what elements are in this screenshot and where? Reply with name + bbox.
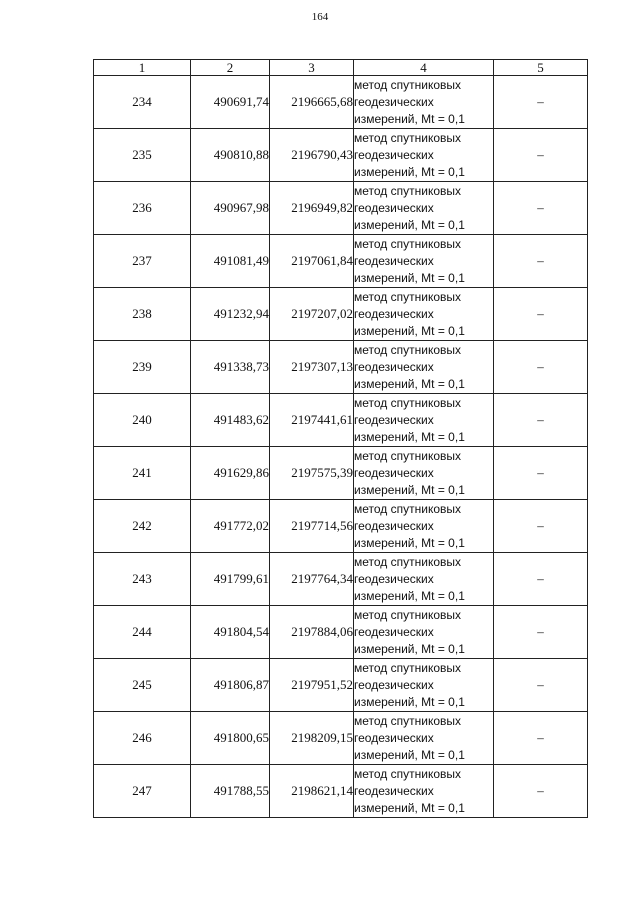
header-col-5: 5 <box>494 60 588 76</box>
header-col-2: 2 <box>191 60 270 76</box>
method-line: метод спутниковых <box>354 554 462 569</box>
method-line: геодезических <box>354 94 434 109</box>
method-cell <box>354 76 494 129</box>
header-col-4: 4 <box>354 60 494 76</box>
x-coordinate-cell: 491483,62 <box>191 394 270 447</box>
method-line: измерений, Mt = 0,1 <box>354 747 465 762</box>
note-cell: – <box>494 182 588 235</box>
note-cell: – <box>494 235 588 288</box>
table-row <box>94 76 588 129</box>
x-coordinate-cell: 490967,98 <box>191 182 270 235</box>
table-row <box>94 712 588 765</box>
table-row <box>94 235 588 288</box>
note-cell: – <box>494 500 588 553</box>
header-col-3: 3 <box>270 60 354 76</box>
method-cell <box>354 394 494 447</box>
x-coordinate-cell: 491799,61 <box>191 553 270 606</box>
note-cell: – <box>494 765 588 818</box>
note-cell: – <box>494 76 588 129</box>
x-coordinate-cell: 490691,74 <box>191 76 270 129</box>
method-line: метод спутниковых <box>354 342 462 357</box>
method-line: метод спутниковых <box>354 448 462 463</box>
method-line: измерений, Mt = 0,1 <box>354 641 465 656</box>
method-line: измерений, Mt = 0,1 <box>354 376 465 391</box>
method-line: измерений, Mt = 0,1 <box>354 429 465 444</box>
y-coordinate-cell: 2197714,56 <box>270 500 354 553</box>
y-coordinate-cell: 2197575,39 <box>270 447 354 500</box>
method-line: геодезических <box>354 200 434 215</box>
method-line: измерений, Mt = 0,1 <box>354 164 465 179</box>
table-row <box>94 553 588 606</box>
method-line: геодезических <box>354 624 434 639</box>
coordinates-table <box>93 59 588 818</box>
method-line: геодезических <box>354 783 434 798</box>
method-cell <box>354 341 494 394</box>
x-coordinate-cell: 491232,94 <box>191 288 270 341</box>
x-coordinate-cell: 491806,87 <box>191 659 270 712</box>
x-coordinate-cell: 491788,55 <box>191 765 270 818</box>
method-cell <box>354 553 494 606</box>
method-line: геодезических <box>354 677 434 692</box>
method-cell <box>354 712 494 765</box>
method-line: измерений, Mt = 0,1 <box>354 588 465 603</box>
y-coordinate-cell: 2196949,82 <box>270 182 354 235</box>
method-cell <box>354 500 494 553</box>
x-coordinate-cell: 490810,88 <box>191 129 270 182</box>
y-coordinate-cell: 2197441,61 <box>270 394 354 447</box>
point-number-cell: 245 <box>94 659 191 712</box>
x-coordinate-cell: 491772,02 <box>191 500 270 553</box>
table-row <box>94 288 588 341</box>
table-row <box>94 659 588 712</box>
note-cell: – <box>494 341 588 394</box>
note-cell: – <box>494 129 588 182</box>
table-header-row <box>94 60 588 76</box>
header-col-1: 1 <box>94 60 191 76</box>
note-cell: – <box>494 394 588 447</box>
y-coordinate-cell: 2197951,52 <box>270 659 354 712</box>
method-line: геодезических <box>354 412 434 427</box>
method-cell <box>354 606 494 659</box>
method-line: метод спутниковых <box>354 183 462 198</box>
method-line: метод спутниковых <box>354 289 462 304</box>
point-number-cell: 238 <box>94 288 191 341</box>
method-line: измерений, Mt = 0,1 <box>354 217 465 232</box>
note-cell: – <box>494 447 588 500</box>
method-line: измерений, Mt = 0,1 <box>354 535 465 550</box>
table-body <box>94 76 588 818</box>
method-line: метод спутниковых <box>354 395 462 410</box>
method-line: геодезических <box>354 465 434 480</box>
note-cell: – <box>494 606 588 659</box>
point-number-cell: 239 <box>94 341 191 394</box>
note-cell: – <box>494 553 588 606</box>
method-line: измерений, Mt = 0,1 <box>354 323 465 338</box>
method-line: геодезических <box>354 730 434 745</box>
method-line: измерений, Mt = 0,1 <box>354 800 465 815</box>
point-number-cell: 235 <box>94 129 191 182</box>
method-cell <box>354 765 494 818</box>
method-line: метод спутниковых <box>354 501 462 516</box>
x-coordinate-cell: 491338,73 <box>191 341 270 394</box>
method-line: метод спутниковых <box>354 713 462 728</box>
table-row <box>94 500 588 553</box>
point-number-cell: 247 <box>94 765 191 818</box>
y-coordinate-cell: 2197764,34 <box>270 553 354 606</box>
method-line: геодезических <box>354 253 434 268</box>
method-line: метод спутниковых <box>354 77 462 92</box>
y-coordinate-cell: 2196790,43 <box>270 129 354 182</box>
y-coordinate-cell: 2198209,15 <box>270 712 354 765</box>
point-number-cell: 234 <box>94 76 191 129</box>
x-coordinate-cell: 491804,54 <box>191 606 270 659</box>
point-number-cell: 244 <box>94 606 191 659</box>
table-row <box>94 341 588 394</box>
table-row <box>94 182 588 235</box>
method-cell <box>354 182 494 235</box>
y-coordinate-cell: 2198621,14 <box>270 765 354 818</box>
method-cell <box>354 288 494 341</box>
note-cell: – <box>494 712 588 765</box>
method-line: геодезических <box>354 147 434 162</box>
method-cell <box>354 235 494 288</box>
method-cell <box>354 447 494 500</box>
point-number-cell: 242 <box>94 500 191 553</box>
table-row <box>94 394 588 447</box>
point-number-cell: 236 <box>94 182 191 235</box>
method-line: метод спутниковых <box>354 607 462 622</box>
table-row <box>94 129 588 182</box>
method-line: метод спутниковых <box>354 766 462 781</box>
y-coordinate-cell: 2197207,02 <box>270 288 354 341</box>
method-line: метод спутниковых <box>354 660 462 675</box>
method-line: геодезических <box>354 359 434 374</box>
method-line: геодезических <box>354 571 434 586</box>
method-cell <box>354 659 494 712</box>
method-cell <box>354 129 494 182</box>
method-line: геодезических <box>354 518 434 533</box>
method-line: измерений, Mt = 0,1 <box>354 111 465 126</box>
method-line: метод спутниковых <box>354 130 462 145</box>
point-number-cell: 240 <box>94 394 191 447</box>
point-number-cell: 237 <box>94 235 191 288</box>
x-coordinate-cell: 491800,65 <box>191 712 270 765</box>
point-number-cell: 243 <box>94 553 191 606</box>
method-line: измерений, Mt = 0,1 <box>354 482 465 497</box>
point-number-cell: 241 <box>94 447 191 500</box>
method-line: геодезических <box>354 306 434 321</box>
y-coordinate-cell: 2196665,68 <box>270 76 354 129</box>
note-cell: – <box>494 659 588 712</box>
x-coordinate-cell: 491081,49 <box>191 235 270 288</box>
x-coordinate-cell: 491629,86 <box>191 447 270 500</box>
table-row <box>94 447 588 500</box>
method-line: измерений, Mt = 0,1 <box>354 694 465 709</box>
point-number-cell: 246 <box>94 712 191 765</box>
y-coordinate-cell: 2197307,13 <box>270 341 354 394</box>
table-row <box>94 765 588 818</box>
note-cell: – <box>494 288 588 341</box>
y-coordinate-cell: 2197061,84 <box>270 235 354 288</box>
y-coordinate-cell: 2197884,06 <box>270 606 354 659</box>
table-row <box>94 606 588 659</box>
page-number: 164 <box>311 11 329 23</box>
method-line: измерений, Mt = 0,1 <box>354 270 465 285</box>
method-line: метод спутниковых <box>354 236 462 251</box>
